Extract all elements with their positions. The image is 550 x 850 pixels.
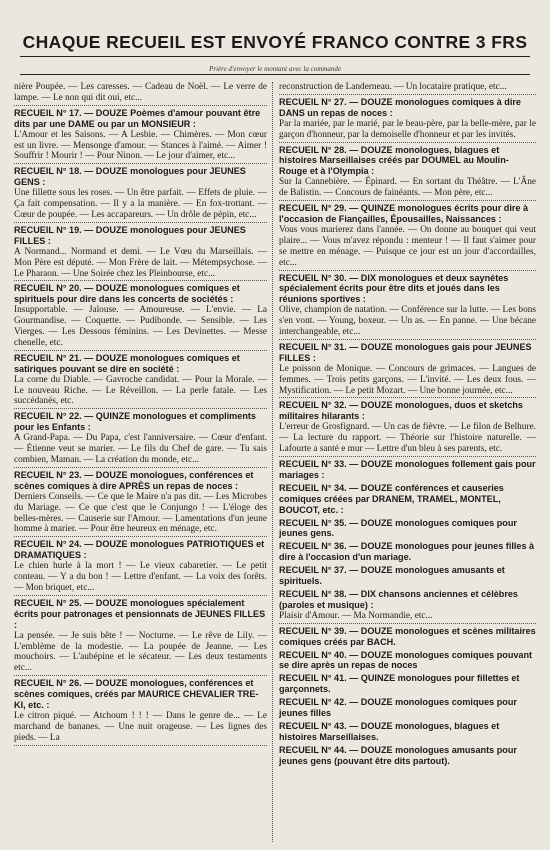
recueil-contents: Sur la Cannebière. — Épinard. — En sortant du Théâtre. — L'Âne de Balistin. — Concours de fainéants. — Mon père, etc... (279, 177, 536, 199)
entry-separator (14, 745, 267, 746)
recueil-heading: RECUEIL N° 17. — DOUZE Poèmes d'amour pouvant être dits par une DAME ou par un MONSIEUR : (14, 107, 261, 129)
recueil-entry (14, 166, 267, 223)
recueil-entry (14, 539, 267, 596)
recueil-contents: Une fillette sous les roses. — Un être parfait. — Effets de pluie. — Ça fait compensation. — Il y a la manière. — En fox-trottant. — Cœur de poupée. — Les accapareurs. — Un drôle de pépin, etc... (14, 188, 267, 220)
recueil-heading: RECUEIL N° 41. — QUINZE monologues pour fillettes et garçonnets. (279, 673, 520, 695)
entry-separator (14, 408, 267, 409)
recueil-contents: La corne du Diable. — Gavroche candidat. — Pour la Morale. — Le nouveau Riche. — Le Réveillon. — La perle fatale. — Les succédanés, etc. (14, 374, 267, 407)
column-divider (272, 82, 273, 842)
title-rule (20, 56, 530, 57)
recueil-contents: Le citron piqué. — Atchoum ! ! ! — Dans le genre de... — Le marchand de bananes. — Une nuit orageuse. — Les lignes des pieds. — La (14, 710, 267, 743)
subtitle-rule (20, 74, 530, 75)
recueil-entry (14, 411, 267, 468)
recueil-heading: RECUEIL N° 20. — DOUZE monologues comiques et spirituels pour dire dans les concerts de sociétés : (14, 283, 240, 305)
recueil-heading: RECUEIL N° 24. — DOUZE monologues PATRIOTIQUES et DRAMATIQUES : (14, 539, 265, 561)
recueil-heading: RECUEIL N° 27. — DOUZE monologues comiques à dire DANS un repas de noces : (279, 96, 521, 118)
recueil-heading: RECUEIL N° 39. — DOUZE monologues et scènes militaires comiques créés par BACH. (279, 625, 536, 647)
recueil-contents: Derniers Conseils. — Ce que le Maire n'a pas dit. — Les Microbes du Mariage. — Ce que c'est que le Conjungo ! — L'éloge des belles-mères. — Causerie sur l'Amour. — Lamentations d'un jeune homme à marier. — Pour être heureux en ménage, etc. (14, 491, 267, 535)
recueil-entry (14, 283, 267, 350)
recueil-heading: RECUEIL N° 23. — DOUZE monologues, conférences et scènes comiques à dire APRÈS un repas de noces : (14, 469, 254, 491)
entry-separator (279, 456, 536, 457)
recueil-contents: L'Amour et les Saisons. — A Lesbie. — Chimères. — Mon cœur est un livre. — Mensonge d'amour. — Stances à l'aimé. — Aimer ! Souffrir ! Mourir ! — Pour Ninon. — Le jour d'aimer, etc... (14, 129, 267, 162)
entry-separator (279, 94, 536, 95)
recueil-contents: Insupportable. — Jalouse. — Amoureuse. — L'envie. — La Gourmandise. — Coquette. — Pudibonde. — Sensible. — Les Vierges. — Les Dessous féminins. — Les Devinettes. — Messe chenelle, etc. (14, 305, 267, 348)
recueil-contents: A Normand... Normand et demi. — Le Vœu du Marseillais. — Mon Père est député. — Mon Frère de lait. — Métempsychose. — Le Pharaon. — Une Soirée chez les Pleinbourse, etc... (14, 246, 267, 279)
recueil-heading: RECUEIL N° 26. — DOUZE monologues, conférences et scènes comiques, créés par MAURICE CHEVALIER TRE-KI, etc. : (14, 678, 259, 711)
recueil-entry (279, 518, 536, 540)
recueil-entry (14, 225, 267, 282)
recueil-heading: RECUEIL N° 35. — DOUZE monologues comiques pour jeunes gens. (279, 517, 517, 539)
recueil-entry (14, 353, 267, 410)
recueil-heading: RECUEIL N° 37. — DOUZE monologues amusants et spirituels. (279, 565, 505, 587)
recueil-entry (279, 145, 536, 202)
recueil-heading: RECUEIL N° 22. — QUINZE monologues et compliments pour les Enfants : (14, 411, 256, 433)
entry-separator (279, 270, 536, 271)
recueil-entry (279, 203, 536, 270)
recueil-entry (279, 342, 536, 399)
entry-separator (279, 142, 536, 143)
entry-separator (14, 222, 267, 223)
recueil-entry (279, 97, 536, 143)
recueil-contents: A Grand-Papa. — Du Papa, c'est l'anniversaire. — Cœur d'enfant. — Étienne veut se marier. — Le fils du Chef de gare. — Tu sais combien, Maman. — La création du monde, etc... (14, 433, 267, 465)
recueil-entry (14, 678, 267, 745)
recueil-heading: RECUEIL N° 29. — QUINZE monologues écrits pour dire à l'occasion de Fiançailles, Épousailles, Naissances : (279, 203, 529, 224)
right-continuation: reconstruction de Landerneau. — Un locataire pratique, etc... (279, 82, 507, 92)
right-column (279, 82, 536, 840)
recueil-entry (279, 650, 536, 672)
entry-separator (14, 675, 267, 676)
page-subtitle: Prière d'envoyer le montant avec la commande (209, 65, 341, 73)
recueil-heading: RECUEIL N° 21. — DOUZE monologues comiques et satiriques pouvant se dire en société : (14, 352, 240, 374)
entry-separator (14, 105, 267, 106)
recueil-entry (279, 745, 536, 767)
recueil-heading: RECUEIL N° 38. — DIX chansons anciennes et célèbres (paroles et musique) : (279, 588, 518, 610)
recueil-entry (279, 400, 536, 457)
recueil-contents: Le chien hurle à la mort ! — Le vieux cabaretier. — Le petit conteau. — Y a du bon ! — Lettre d'enfant. — La voix des forêts. — Mon briquet, etc... (14, 561, 267, 593)
entry-separator (279, 339, 536, 340)
recueil-heading: RECUEIL N° 44. — DOUZE monologues amusants pour jeunes gens (pouvant être dits partout). (279, 744, 517, 766)
entry-separator (279, 397, 536, 398)
recueil-entry (279, 673, 536, 695)
recueil-contents: Vous vous marierez dans l'année. — On donne au bouquet qui veut plaire... — Vous m'avez répondu : menteur ! — Il faut s'aimer pour se mettre en ménage. — Puisque ce jour est un jour d'accordailles, etc... (279, 224, 536, 268)
recueil-entry (279, 721, 536, 743)
recueil-heading: RECUEIL N° 31. — DOUZE monologues gais pour JEUNES FILLES : (279, 341, 532, 363)
recueil-heading: RECUEIL N° 25. — DOUZE monologues spécialement écrits pour patronages et pensionnats de JEUNES FILLES : (14, 597, 266, 630)
recueil-entry (279, 626, 536, 648)
recueil-contents: Olive, champion de natation. — Conférence sur la lutte. — Les bons s'en vont. — Young, boxeur. — Un as. — En panne. — Une bécane interchangeable, etc... (279, 305, 536, 338)
recueil-entry (14, 108, 267, 165)
recueil-contents: La pensée. — Je suis bête ! — Nocturne. — Le rêve de Lily. — L'emblème de la modestie. — La poupée de Jeanne. — Les mouchoirs. — L'aubépine et le sécateur. — Les deux testaments etc... (14, 630, 267, 674)
recueil-entry (14, 598, 267, 676)
recueil-heading: RECUEIL N° 28. — DOUZE monologues, blagues et histoires Marseillaises créés par DOUMEL au Moulin-Rouge et à l'Olympia : (279, 144, 509, 177)
recueil-heading: RECUEIL N° 43. — DOUZE monologues, blagues et histoires Marseillaises. (279, 720, 500, 742)
entry-separator (14, 280, 267, 281)
recueil-entry (14, 470, 267, 537)
recueil-heading: RECUEIL N° 42. — DOUZE monologues comiques pour jeunes filles (279, 697, 517, 719)
left-column (14, 82, 267, 840)
page-title: CHAQUE RECUEIL EST ENVOYÉ FRANCO CONTRE 3 FRS (22, 32, 528, 52)
entry-separator (14, 536, 267, 537)
recueil-contents: Plaisir d'Amour. — Ma Normandie, etc... (279, 610, 433, 621)
recueil-heading: RECUEIL N° 36. — DOUZE monologues pour jeunes filles à dire à l'occasion d'un mariage. (279, 541, 535, 563)
recueil-heading: RECUEIL N° 34. — DOUZE conférences et causeries comiques créées par DRANEM, TRAMEL, MONTEL, BOUCOT, etc. : (279, 482, 504, 515)
recueil-contents: L'erreur de Grosfignard. — Un cas de fièvre. — Le filon de Belhure. — La lecture du rapport. — Théorie sur l'histoire naturelle. — Lafourte a santé e mur — Lettre d'un bleu à ses parents, etc. (279, 422, 536, 455)
entry-separator (279, 623, 536, 624)
entry-separator (14, 595, 267, 596)
recueil-heading: RECUEIL N° 33. — DOUZE monologues follement gais pour mariages : (279, 459, 536, 480)
recueil-heading: RECUEIL N° 32. — DOUZE monologues, duos et sketchs militaires hilarants : (279, 400, 523, 422)
recueil-entry (279, 273, 536, 340)
recueil-entry (279, 565, 536, 587)
recueil-entry (279, 459, 536, 481)
recueil-contents: Par la mariée, par le marié, par le beau-père, par la belle-mère, par le garçon d'honneur, par la demoiselle d'honneur et par les invités. (279, 118, 536, 140)
recueil-heading: RECUEIL N° 18. — DOUZE monologues pour JEUNES GENS : (14, 166, 246, 188)
recueil-entry (279, 541, 536, 563)
page-header (0, 0, 550, 73)
recueil-entry (279, 697, 536, 719)
recueil-contents: Le poisson de Monique. — Concours de grimaces. — Langues de femmes. — Trois petits garçons. — L'invité. — Les deux fous. — Mystification. — Le petit Mozart. — Une bonne journée, etc... (279, 363, 536, 396)
left-continuation: nière Poupée. — Les caresses. — Cadeau de Noël. — Le verre de lampe. — Le non qui dit oui, etc... (14, 82, 267, 103)
entry-separator (279, 200, 536, 201)
entry-separator (14, 163, 267, 164)
recueil-heading: RECUEIL N° 19. — DOUZE monologues pour JEUNES FILLES : (14, 224, 246, 246)
recueil-heading: RECUEIL N° 40. — DOUZE monologues comiques pouvant se dire après un repas de noces (279, 649, 533, 671)
recueil-entry (279, 483, 536, 516)
recueil-entry (279, 589, 536, 624)
entry-separator (14, 350, 267, 351)
entry-separator (14, 467, 267, 468)
recueil-heading: RECUEIL N° 30. — DIX monologues et deux saynètes spécialement écrits pour être dits et joués dans les réunions sportives : (279, 272, 509, 305)
